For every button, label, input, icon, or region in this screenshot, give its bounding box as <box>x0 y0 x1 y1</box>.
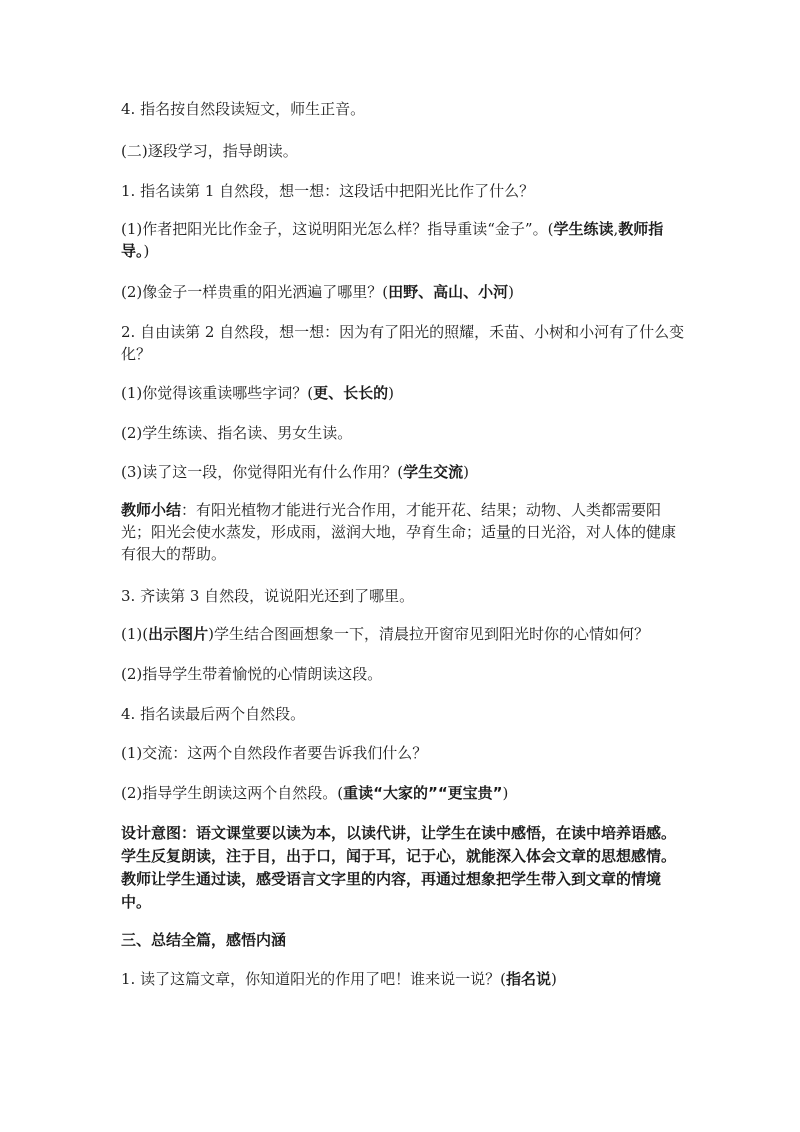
bold-run: 教师小结 <box>121 501 182 519</box>
bold-run: 重读“大家的”“更宝贵” <box>343 784 503 802</box>
section-heading-3: 三、总结全篇，感悟内涵 <box>121 931 287 949</box>
paragraph-read-3: 3. 齐读第 3 自然段，说说阳光还到了哪里。 <box>121 587 415 605</box>
bold-run: 学生练读 <box>553 220 614 238</box>
text-run: (1)你觉得该重读哪些字词？( <box>121 384 314 402</box>
paragraph-q4-2 <box>121 782 687 804</box>
text-run: ) <box>463 463 469 481</box>
text-run: ) <box>508 283 514 301</box>
text-run: ) <box>550 970 557 988</box>
bold-run: 田野、高山、小河 <box>388 283 509 301</box>
text-run: (3)读了这一段，你觉得阳光有什么作用？( <box>121 463 404 481</box>
bold-run: 指名说 <box>505 970 551 988</box>
text-run: , <box>613 220 619 238</box>
text-run: ：有阳光植物才能进行光合作用，才能开花、结果；动物、人类都需要阳光；阳光会使水蒸发，形成雨，滋润大地，孕育生命；适量的日光浴，对人体的健康有很大的帮助。 <box>121 501 677 563</box>
paragraph-summary-1 <box>121 968 687 990</box>
bold-run: 出示图片 <box>148 625 209 643</box>
text-run: ) <box>388 384 394 402</box>
bold-run: 更、长长的 <box>313 384 389 402</box>
text-run: 1. 读了这篇文章，你知道阳光的作用了吧！谁来说一说？( <box>121 970 506 988</box>
paragraph-read-2: 2. 自由读第 2 自然段，想一想：因为有了阳光的照耀，禾苗、小树和小河有了什么变化？ <box>121 323 685 363</box>
paragraph-q2-2: (2)学生练读、指名读、男女生读。 <box>121 424 353 442</box>
bold-run: 教师指导。 <box>121 220 664 260</box>
paragraph-read-4: 4. 指名读最后两个自然段。 <box>121 705 306 723</box>
text-run: (2)指导学生朗读这两个自然段。( <box>121 784 344 802</box>
paragraph-q1-1 <box>121 218 687 262</box>
paragraph-q2-1 <box>121 382 687 404</box>
bold-run: 学生交流 <box>403 463 464 481</box>
text-run: ) <box>143 242 150 260</box>
paragraph-q2-3 <box>121 461 687 483</box>
paragraph-q1-2 <box>121 281 687 303</box>
text-run: (2)像金子一样贵重的阳光洒遍了哪里？( <box>121 283 389 301</box>
text-run: (1)作者把阳光比作金子，这说明阳光怎么样？指导重读“金子”。( <box>121 220 554 238</box>
paragraph-step-4: 4. 指名按自然段读短文，师生正音。 <box>121 100 366 118</box>
paragraph-teacher-summary <box>121 499 687 565</box>
text-run: ) <box>502 784 509 802</box>
paragraph-q3-2: (2)指导学生带着愉悦的心情朗读这段。 <box>121 665 383 683</box>
text-run: )学生结合图画想象一下，清晨拉开窗帘见到阳光时你的心情如何？ <box>208 625 649 643</box>
design-intent-note: 设计意图：语文课堂要以读为本，以读代讲，让学生在读中感悟，在读中培养语感。学生反复朗读，注于目，出于口，闻于耳，记于心，就能深入体会文章的思想感情。教师让学生通过读，感受语言文字里的内容，再通过想象把学生带入到文章的情境中。 <box>121 824 677 911</box>
paragraph-read-1: 1. 指名读第 1 自然段，想一想：这段话中把阳光比作了什么？ <box>121 182 535 200</box>
paragraph-q4-1: (1)交流：这两个自然段作者要告诉我们什么？ <box>121 744 428 762</box>
text-run: (1)( <box>121 625 149 643</box>
paragraph-q3-1 <box>121 623 687 645</box>
section-heading-2: (二)逐段学习，指导朗读。 <box>121 142 298 160</box>
